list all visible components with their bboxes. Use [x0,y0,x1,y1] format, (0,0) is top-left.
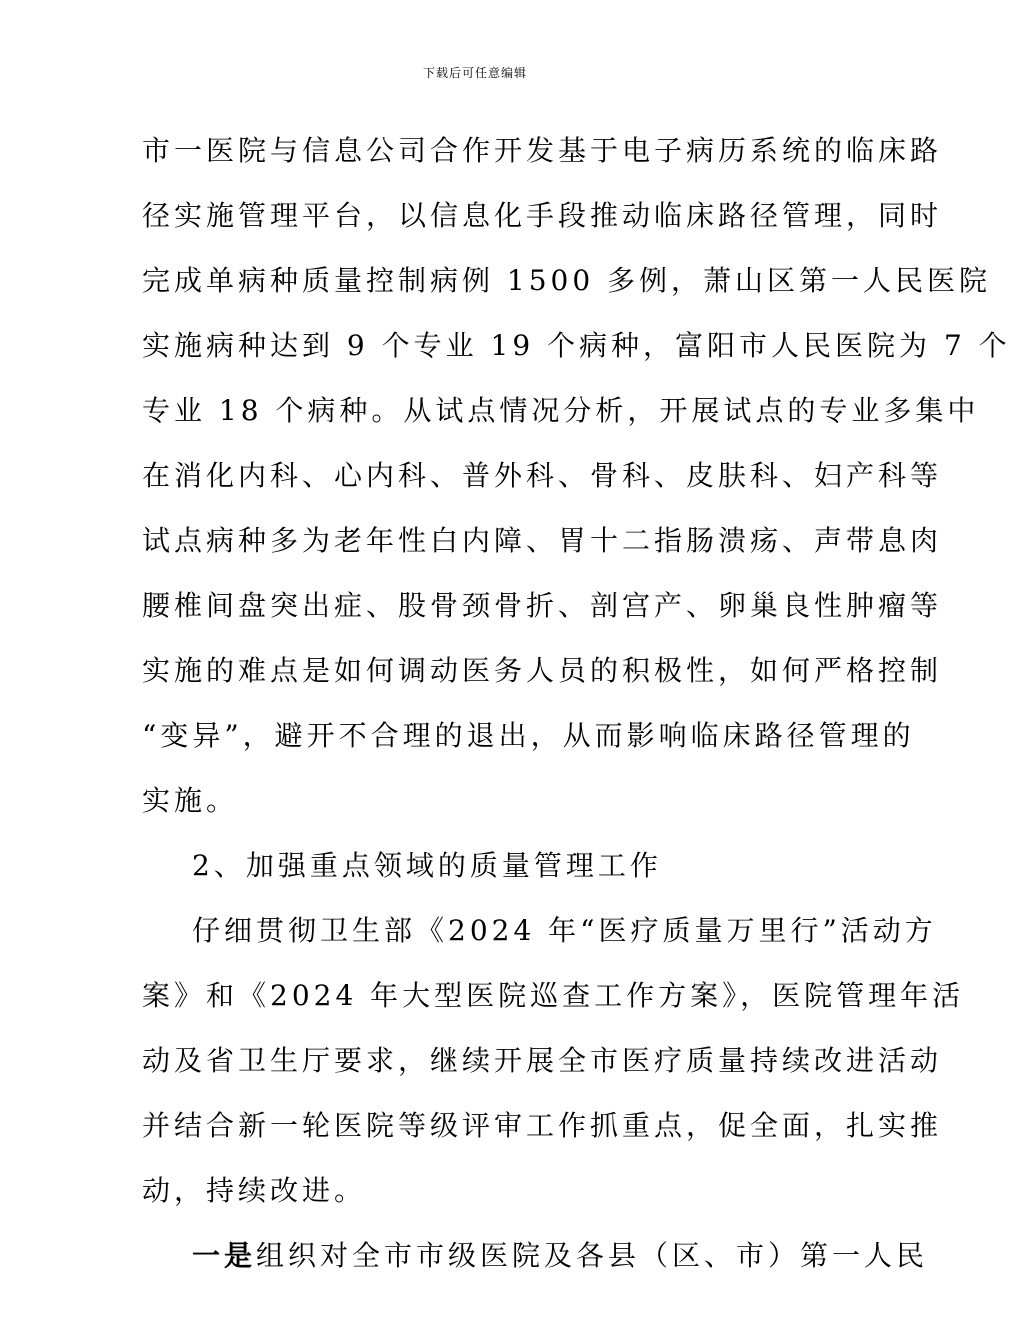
body-line: 动及省卫生厅要求，继续开展全市医疗质量持续改进活动 [142,1044,943,1077]
body-line: 市一医院与信息公司合作开发基于电子病历系统的临床路 [142,134,943,167]
body-line: 动，持续改进。 [142,1174,367,1207]
body-line: 完成单病种质量控制病例 1500 多例，萧山区第一人民医院 [142,264,992,297]
body-line: 试点病种多为老年性白内障、胃十二指肠溃疡、声带息肉 [142,524,943,557]
body-line: 专业 18 个病种。从试点情况分析，开展试点的专业多集中 [142,394,980,427]
body-line: “变异”，避开不合理的退出，从而影响临床路径管理的 [142,719,915,752]
emphasis-text: 一是 [192,1239,257,1272]
body-line: 在消化内科、心内科、普外科、骨科、皮肤科、妇产科等 [142,459,943,492]
body-line: 实施病种达到 9 个专业 19 个病种，富阳市人民医院为 7 个 [142,329,1011,362]
body-line: 径实施管理平台，以信息化手段推动临床路径管理，同时 [142,199,943,232]
body-line: 并结合新一轮医院等级评审工作抓重点，促全面，扎实推 [142,1109,943,1142]
body-text: 组织对全市市级医院及各县（区、市）第一人民 [256,1239,929,1272]
body-line: 仔细贯彻卫生部《2024 年“医疗质量万里行”活动方 [192,914,937,947]
document-body [142,118,1011,1288]
body-line: 实施的难点是如何调动医务人员的积极性，如何严格控制 [142,654,943,687]
body-line: 案》和《2024 年大型医院巡查工作方案》，医院管理年活 [142,979,965,1012]
section-heading: 2、加强重点领域的质量管理工作 [192,849,662,882]
body-line: 实施。 [142,784,239,817]
page-header: 下载后可任意编辑 [422,66,527,80]
body-line: 腰椎间盘突出症、股骨颈骨折、剖宫产、卵巢良性肿瘤等 [142,589,943,622]
body-line [142,1223,929,1288]
